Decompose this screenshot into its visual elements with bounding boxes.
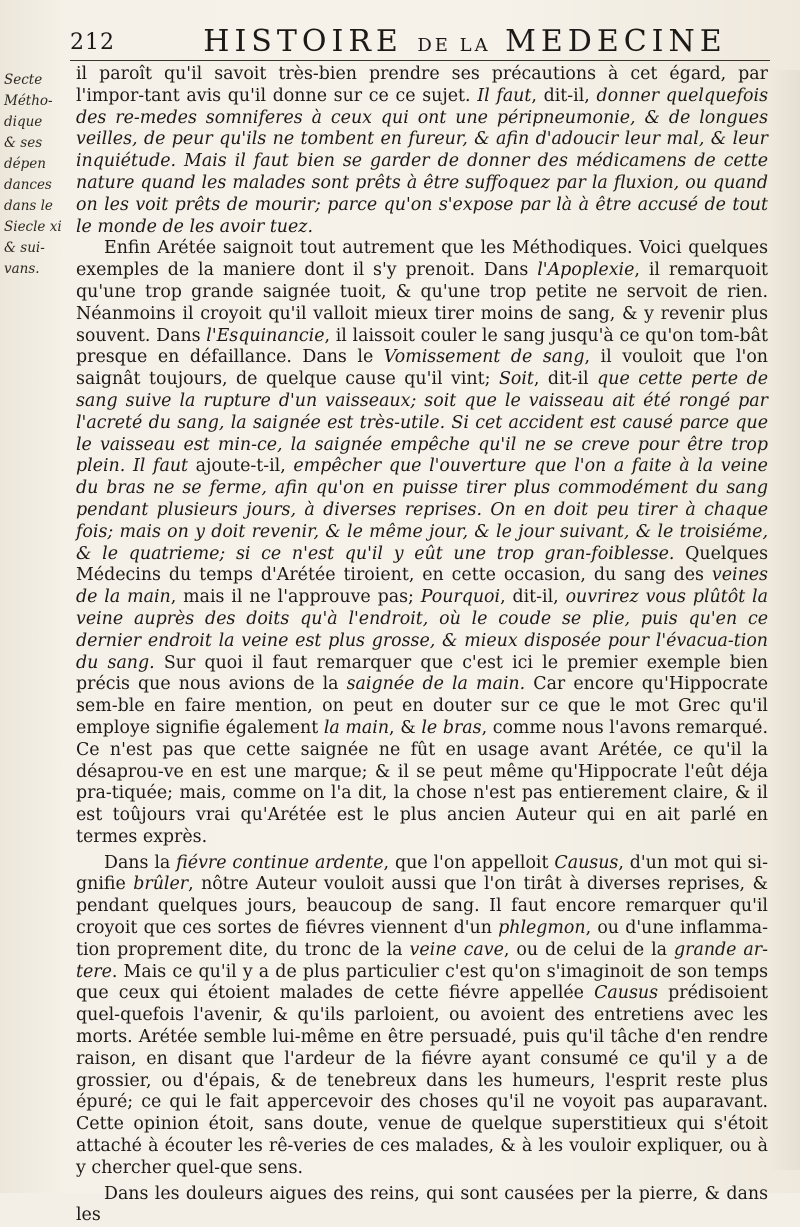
text-run: , que l'on appelloit: [383, 852, 555, 873]
italic-text: la main: [323, 717, 390, 738]
italic-text: Il faut: [477, 85, 532, 106]
text-run: ajoute-t-il,: [188, 456, 294, 477]
running-title-part2: MEDECINE: [505, 24, 727, 59]
italic-text: donner quelquefois des re-medes somniferes à ceux qui ont une péripneumonie, & de longues veilles, de peur qu'ils ne tombent en fureur, & afin d'adoucir leur mal, & leur inquiétude. Mais il faut bien se garder de donner des médicamens de cette nature quand les malades sont prêts à être suffoquez par la fluxion, ou quand on les voit prêts de mourir; parce qu'on s'expose par là à être accusé de tout le monde de les avoir tuez.: [76, 85, 769, 237]
body-text: [76, 64, 768, 1227]
page-header: [70, 20, 770, 61]
italic-text: veine cave: [409, 939, 504, 960]
text-run: , comme nous l'avons remarqué. Ce n'est pas que cette saignée ne fût en usage avant Arétée, ce qu'il la désaprou-ve en est une marque; & il se peut même qu'Hippocrate l'eût déja pra-tiquée; mais, comme on l'a dit, la chose n'est pas entierement claire, & il est toûjours vrai qu'Arétée est le plus ancien Auteur qui en ait parlé en termes exprès.: [76, 717, 768, 847]
italic-text: Vomissement de sang: [383, 347, 585, 368]
italic-text: l'Esquinancie: [206, 325, 325, 346]
running-title-small: DE LA: [417, 35, 491, 56]
text-run: , il laissoit couler le sang jusqu'à ce qu'on tom-bât presque en défaillance. Dans le: [76, 325, 768, 368]
text-run: Sur quoi il faut remarquer que c'est ici le premier exemple bien précis que nous avions de la: [76, 652, 768, 695]
paragraph: [76, 64, 768, 238]
text-run: , mais il ne l'approuve pas;: [170, 587, 421, 608]
text-run: [125, 456, 133, 476]
italic-text: Il faut: [132, 456, 189, 477]
margin-note-line: vans.: [4, 261, 40, 277]
margin-note-line: & ses: [4, 135, 43, 151]
text-run: Quelques Médecins du temps d'Arétée tiroient, en cette occasion, du sang des: [76, 543, 769, 586]
italic-text: Causus: [554, 852, 619, 873]
margin-note-line: Métho-: [4, 93, 53, 109]
text-run: . Mais ce qu'il y a de plus particulier c'est qu'on s'imaginoit de son temps que ceux qui étoient malades de cette fiévre appellée: [76, 961, 768, 1004]
text-run: , &: [389, 717, 422, 738]
italic-text: fiévre continue ardente: [176, 852, 384, 873]
text-run: , il vouloit que l'on saignât toujours, de quelque cause qu'il vint;: [76, 347, 768, 390]
margin-note-line: dans le: [4, 198, 53, 214]
italic-text: le bras: [421, 717, 482, 738]
text-run: , d'un mot qui si-gnifie: [76, 852, 768, 895]
text-run: , il remarquoit qu'une trop grande saignée tuoit, & qu'une trop petite ne servoit de rien. Néanmoins il croyoit qu'il valloit mieux tirer moins de sang, & y revenir plus souvent. Dans: [76, 260, 768, 346]
paragraph: [76, 1184, 768, 1227]
page-number: 212: [70, 30, 115, 55]
text-run: , nôtre Auteur vouloit aussi que l'on tirât à diverses reprises, & pendant quelques jours, beaucoup de sang. Il faut encore remarquer qu'il croyoit que ces sortes de fiévres viennent d'un: [76, 874, 768, 939]
margin-note-line: & sui-: [4, 240, 45, 256]
margin-note-line: Siecle xi: [4, 219, 62, 235]
text-run: , ou d'une inflamma-tion proprement dite, du tronc de la: [76, 918, 768, 960]
text-run: Dans la: [104, 852, 177, 873]
margin-note-line: dances: [4, 177, 52, 193]
margin-note: [4, 70, 70, 280]
running-title-part1: HISTOIRE: [203, 24, 403, 59]
italic-text: Pourquoi: [420, 587, 501, 608]
italic-text: brûler: [133, 874, 189, 895]
italic-text: saignée de la main.: [346, 674, 526, 695]
italic-text: l'Apoplexie: [537, 260, 635, 281]
text-run: , ou de celui de la: [503, 939, 675, 960]
margin-note-line: dique: [4, 114, 43, 130]
text-run: Enfin Arétée saignoit tout autrement que les Méthodiques. Voici quelques exemples de la maniere dont il s'y prenoit. Dans: [76, 238, 768, 281]
text-run: il paroît qu'il savoit très-bien prendre ses précautions à cet égard, par l'impor-tant avis qu'il donne sur ce ce sujet.: [76, 64, 768, 106]
page-bleed-shadow: [768, 70, 800, 1170]
italic-text: empêcher que l'ouverture que l'on a faite à la veine du bras ne se ferme, afin qu'on en puisse tirer plus commodément du sang pendant plusieurs jours, à diverses reprises. On en doit peu tirer à chaque fois; mais on y doit revenir, & le même jour, & le jour suivant, & le troisiéme, & le quatrieme; si ce n'est qu'il y eût une trop gran-foiblesse.: [76, 456, 768, 564]
italic-text: phlegmon: [498, 918, 586, 939]
italic-text: ouvrirez vous plûtôt la veine auprès des doits qu'à l'endroit, où le coude se plie, puis qu'en ce dernier endroit la veine est plus grosse, & mieux disposée pour l'évacua-tion du sang.: [76, 587, 768, 673]
paragraph: [76, 853, 768, 1180]
text-run: , dit-il: [533, 369, 598, 390]
text-run: prédisoient quel-quefois l'avenir, & qu'ils parloient, ou avoient des entretiens avec les morts. Arétée semble lui-même en être persuadé, puis qu'il tâche d'en rendre raison, en disant que l'ardeur de la fiévre ayant consumé ce qu'il y a de grossier, ou d'épais, & de tenebreux dans les humeurs, l'esprit reste plus épuré; ce qui le fait appercevoir des choses qu'il ne voyoit pas auparavant. Cette opinion étoit, sans doute, venue de quelque superstitieux qui s'étoit attaché à écouter les rê-veries de ces malades, & à les vouloir expliquer, ou à y chercher quel-que sens.: [76, 983, 769, 1178]
italic-text: veines de la main: [76, 565, 768, 608]
text-run: , dit-il,: [531, 85, 597, 106]
text-run: Car encore qu'Hippocrate sem-ble en faire mention, on peut en douter sur ce que le mot Grec qu'il employe signifie également: [76, 674, 769, 738]
margin-note-line: dépen: [4, 156, 46, 172]
text-run: Dans les douleurs aigues des reins, qui sont causées per la pierre, & dans les: [76, 1183, 768, 1226]
italic-text: grande ar-tere: [76, 939, 768, 982]
paragraph: [76, 238, 768, 848]
running-title: [160, 24, 770, 59]
italic-text: que cette perte de sang suive la rupture d'un vaisseaux; soit que le vaisseau ait été rongé par l'acreté du sang, la saignée est très-utile. Si cet accident est causé parce que le vaisseau est min-ce, la saignée empêche qu'il ne se creve pour être trop plein.: [76, 369, 768, 477]
margin-note-line: Secte: [4, 72, 43, 88]
italic-text: Soit: [498, 369, 534, 390]
text-run: , dit-il,: [500, 587, 566, 608]
italic-text: Causus: [594, 983, 659, 1004]
